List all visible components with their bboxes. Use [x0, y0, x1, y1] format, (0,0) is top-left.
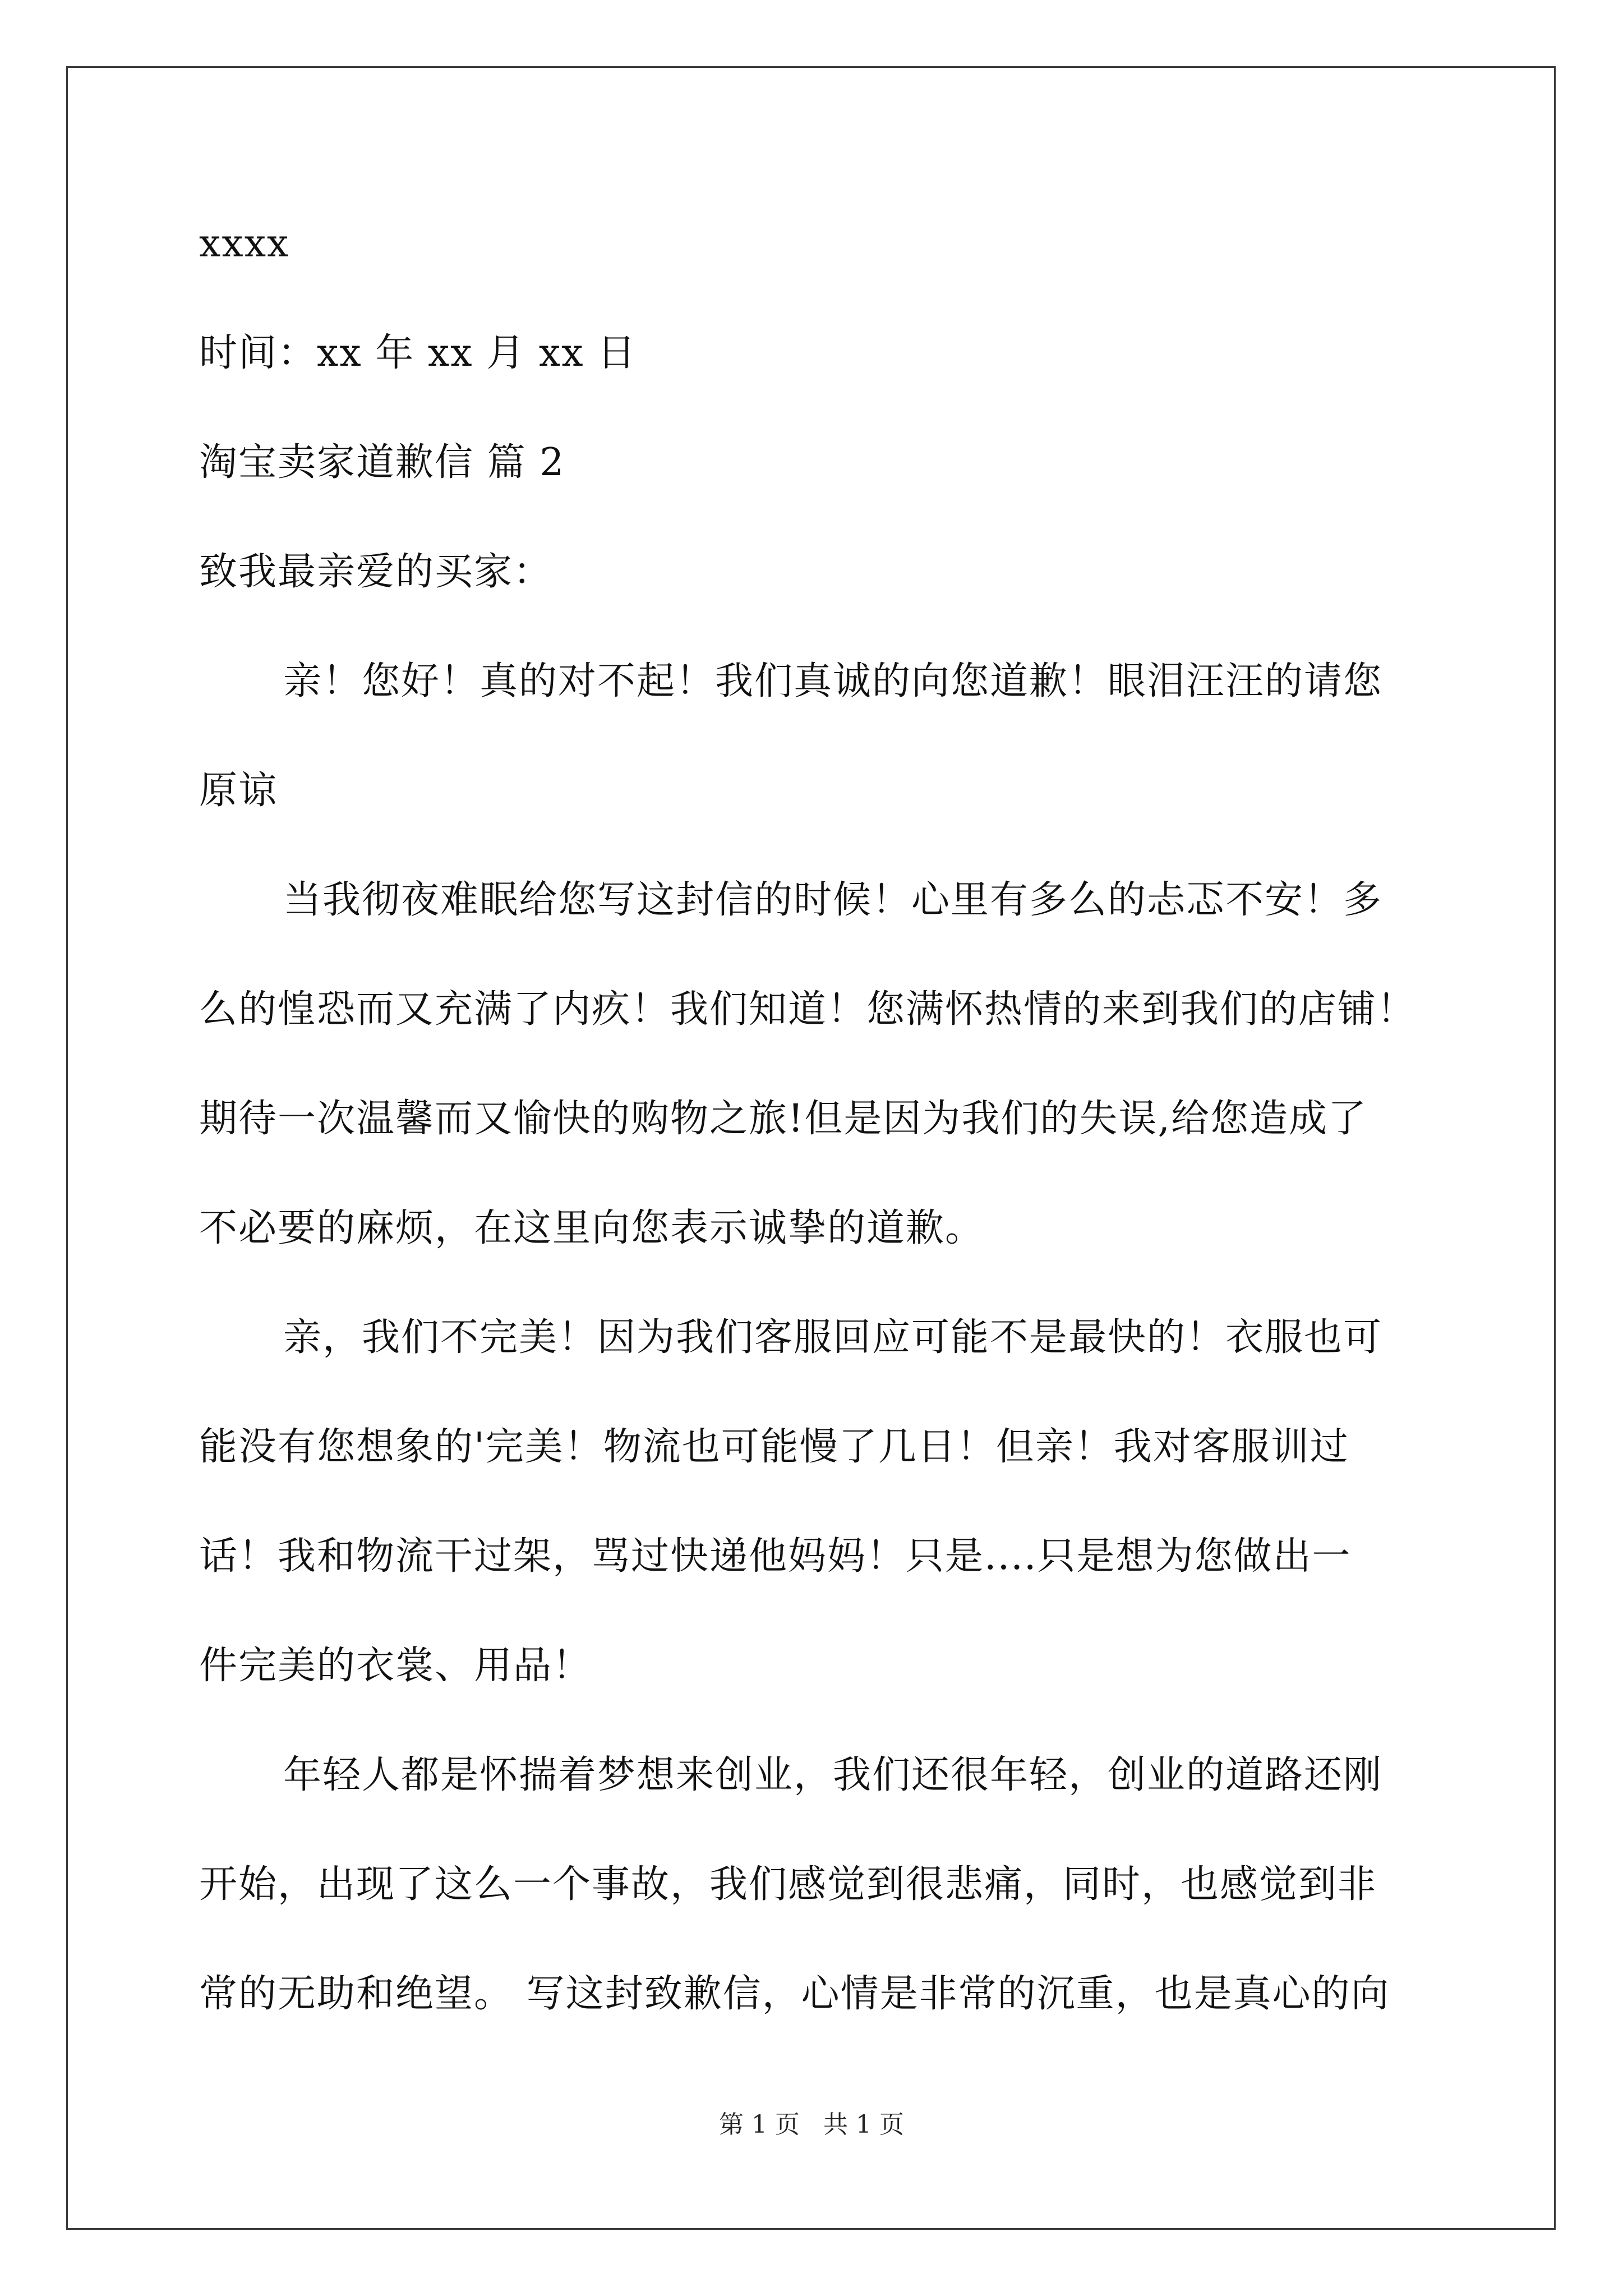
paragraph-1-line-2: 原谅 [199, 769, 278, 813]
paragraph-3-line-1: 亲，我们不完美！因为我们客服回应可能不是最快的！衣服也可 [283, 1315, 1383, 1360]
paragraph-2-line-2: 么的惶恐而又充满了内疚！我们知道！您满怀热情的来到我们的店铺！ [199, 987, 1417, 1032]
paragraph-4-line-1: 年轻人都是怀揣着梦想来创业，我们还很年轻，创业的道路还刚 [283, 1753, 1383, 1797]
signature-name: xxxx [199, 222, 290, 266]
paragraph-2-line-4: 不必要的麻烦，在这里向您表示诚挚的道歉。 [199, 1206, 985, 1250]
paragraph-4-line-3: 常的无助和绝望。 写这封致歉信，心情是非常的沉重，也是真心的向 [199, 1972, 1390, 2016]
paragraph-2-line-3: 期待一次温馨而又愉快的购物之旅!但是因为我们的失误,给您造成了 [199, 1097, 1367, 1141]
paragraph-3-line-2: 能没有您想象的'完美！物流也可能慢了几日！但亲！我对客服训过 [199, 1425, 1349, 1469]
paragraph-3-line-4: 件完美的衣裳、用品！ [199, 1644, 592, 1688]
page-footer: 第 1 页 共 1 页 [719, 2110, 904, 2139]
salutation: 致我最亲爱的买家： [199, 550, 553, 594]
paragraph-4-line-2: 开始，出现了这么一个事故，我们感觉到很悲痛，同时，也感觉到非 [199, 1862, 1377, 1907]
section-title: 淘宝卖家道歉信 篇 2 [199, 440, 565, 485]
paragraph-1-line-1: 亲！您好！真的对不起！我们真诚的向您道歉！眼泪汪汪的请您 [283, 659, 1383, 703]
paragraph-2-line-1: 当我彻夜难眠给您写这封信的时候！心里有多么的忐忑不安！多 [283, 878, 1383, 922]
paragraph-3-line-3: 话！我和物流干过架，骂过快递他妈妈！只是....只是想为您做出一 [199, 1534, 1352, 1579]
date-line: 时间：xx 年 xx 月 xx 日 [199, 331, 637, 375]
